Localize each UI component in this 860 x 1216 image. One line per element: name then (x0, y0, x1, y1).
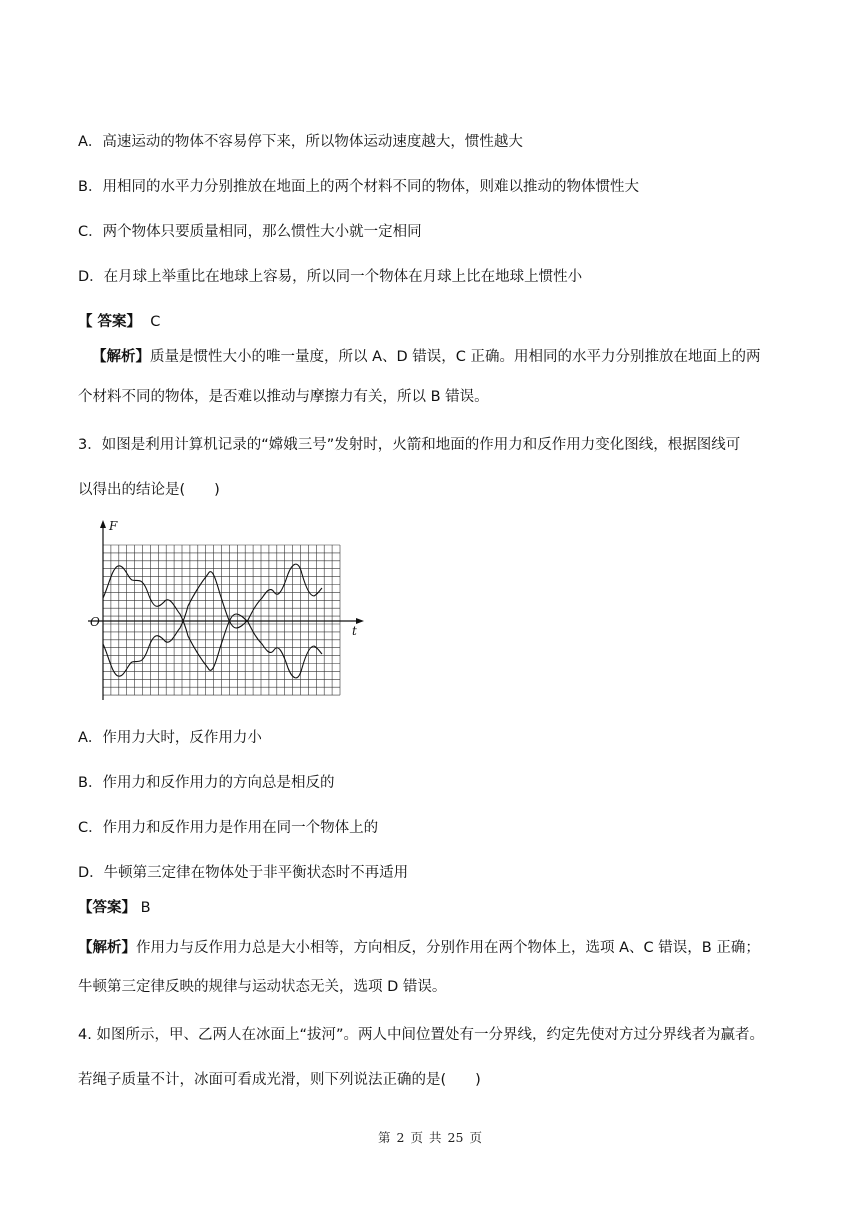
option-text: 作用力大时，反作用力小 (102, 730, 262, 746)
option-text: 两个物体只要质量相同，那么惯性大小就一定相同 (102, 224, 422, 240)
force-time-figure (88, 518, 378, 708)
option-text: 高速运动的物体不容易停下来，所以物体运动速度越大，惯性越大 (102, 134, 523, 150)
q2-analysis-line-1 (92, 347, 761, 367)
f-axis-label: F (109, 519, 118, 533)
q3-stem-line-1 (78, 435, 740, 455)
q4-stem-line-1 (78, 1025, 764, 1045)
origin-label: O (90, 615, 100, 629)
footer-text: 页 (410, 1130, 424, 1145)
q2-option-b (78, 177, 639, 197)
stem-text: 4. 如图所示，甲、乙两人在冰面上“拔河”。两人中间位置处有一分界线，约定先使对方过分界线者为赢者。 (78, 1027, 764, 1043)
option-text: 作用力和反作用力的方向总是相反的 (102, 775, 335, 791)
page-number: 2 (396, 1130, 405, 1145)
footer-text: 共 (429, 1130, 442, 1145)
total-pages: 25 (447, 1130, 464, 1145)
figure-grid (103, 545, 340, 695)
analysis-text: 个材料不同的物体，是否难以推动与摩擦力有关，所以 B 错误。 (78, 389, 489, 405)
analysis-text: 牛顿第三定律反映的规律与运动状态无关，选项 D 错误。 (78, 979, 447, 995)
option-text: 作用力和反作用力是作用在同一个物体上的 (102, 820, 379, 836)
t-axis-label: t (352, 624, 357, 638)
stem-text: 以得出的结论是( ) (78, 482, 220, 498)
q3-option-c (78, 818, 378, 838)
q3-analysis-line-1 (78, 938, 760, 958)
q4-stem-line-2 (78, 1070, 481, 1090)
stem-text: 若绳子质量不计，冰面可看成光滑，则下列说法正确的是( ) (78, 1072, 481, 1088)
footer-text: 第 (378, 1130, 391, 1145)
q3-option-a (78, 728, 262, 748)
q2-answer (78, 312, 160, 332)
option-letter: A． (78, 730, 103, 746)
q2-analysis-line-2 (78, 387, 489, 407)
stem-text: 3．如图是利用计算机记录的“嫦娥三号”发射时，火箭和地面的作用力和反作用力变化图线，根据图线可 (78, 437, 741, 453)
analysis-text: 作用力与反作用力总是大小相等，方向相反，分别作用在两个物体上，选项 A、C 错误，B 正确； (136, 940, 760, 956)
option-text: 牛顿第三定律在物体处于非平衡状态时不再适用 (103, 865, 409, 881)
option-letter: A． (78, 134, 103, 150)
option-letter: C． (78, 224, 103, 240)
option-letter: D． (78, 269, 104, 285)
footer-text: 页 (469, 1130, 482, 1145)
q2-option-a (78, 132, 523, 152)
analysis-label: 【解析】 (92, 349, 150, 365)
answer-value: B (140, 900, 151, 916)
q3-stem-line-2 (78, 480, 220, 500)
q3-analysis-line-2 (78, 977, 446, 997)
q2-option-d (78, 267, 582, 287)
option-letter: D． (78, 865, 104, 881)
f-axis-arrow (100, 520, 106, 528)
answer-label: 【答案】 (78, 900, 136, 916)
q3-answer (78, 898, 151, 918)
option-letter: B． (78, 775, 103, 791)
option-text: 在月球上举重比在地球上容易，所以同一个物体在月球上比在地球上惯性小 (103, 269, 583, 285)
q3-option-b (78, 773, 334, 793)
t-axis-arrow (356, 618, 364, 624)
q3-option-d (78, 863, 408, 883)
answer-value: C (150, 314, 161, 330)
q2-option-c (78, 222, 422, 242)
answer-label: 【 答案】 (78, 314, 142, 330)
analysis-text: 质量是惯性大小的唯一量度，所以 A、D 错误，C 正确。用相同的水平力分别推放在地面上的两 (150, 349, 761, 365)
analysis-label: 【解析】 (78, 940, 136, 956)
option-letter: C． (78, 820, 103, 836)
page-footer (0, 1128, 860, 1146)
option-letter: B． (78, 179, 103, 195)
option-text: 用相同的水平力分别推放在地面上的两个材料不同的物体，则难以推动的物体惯性大 (102, 179, 639, 195)
